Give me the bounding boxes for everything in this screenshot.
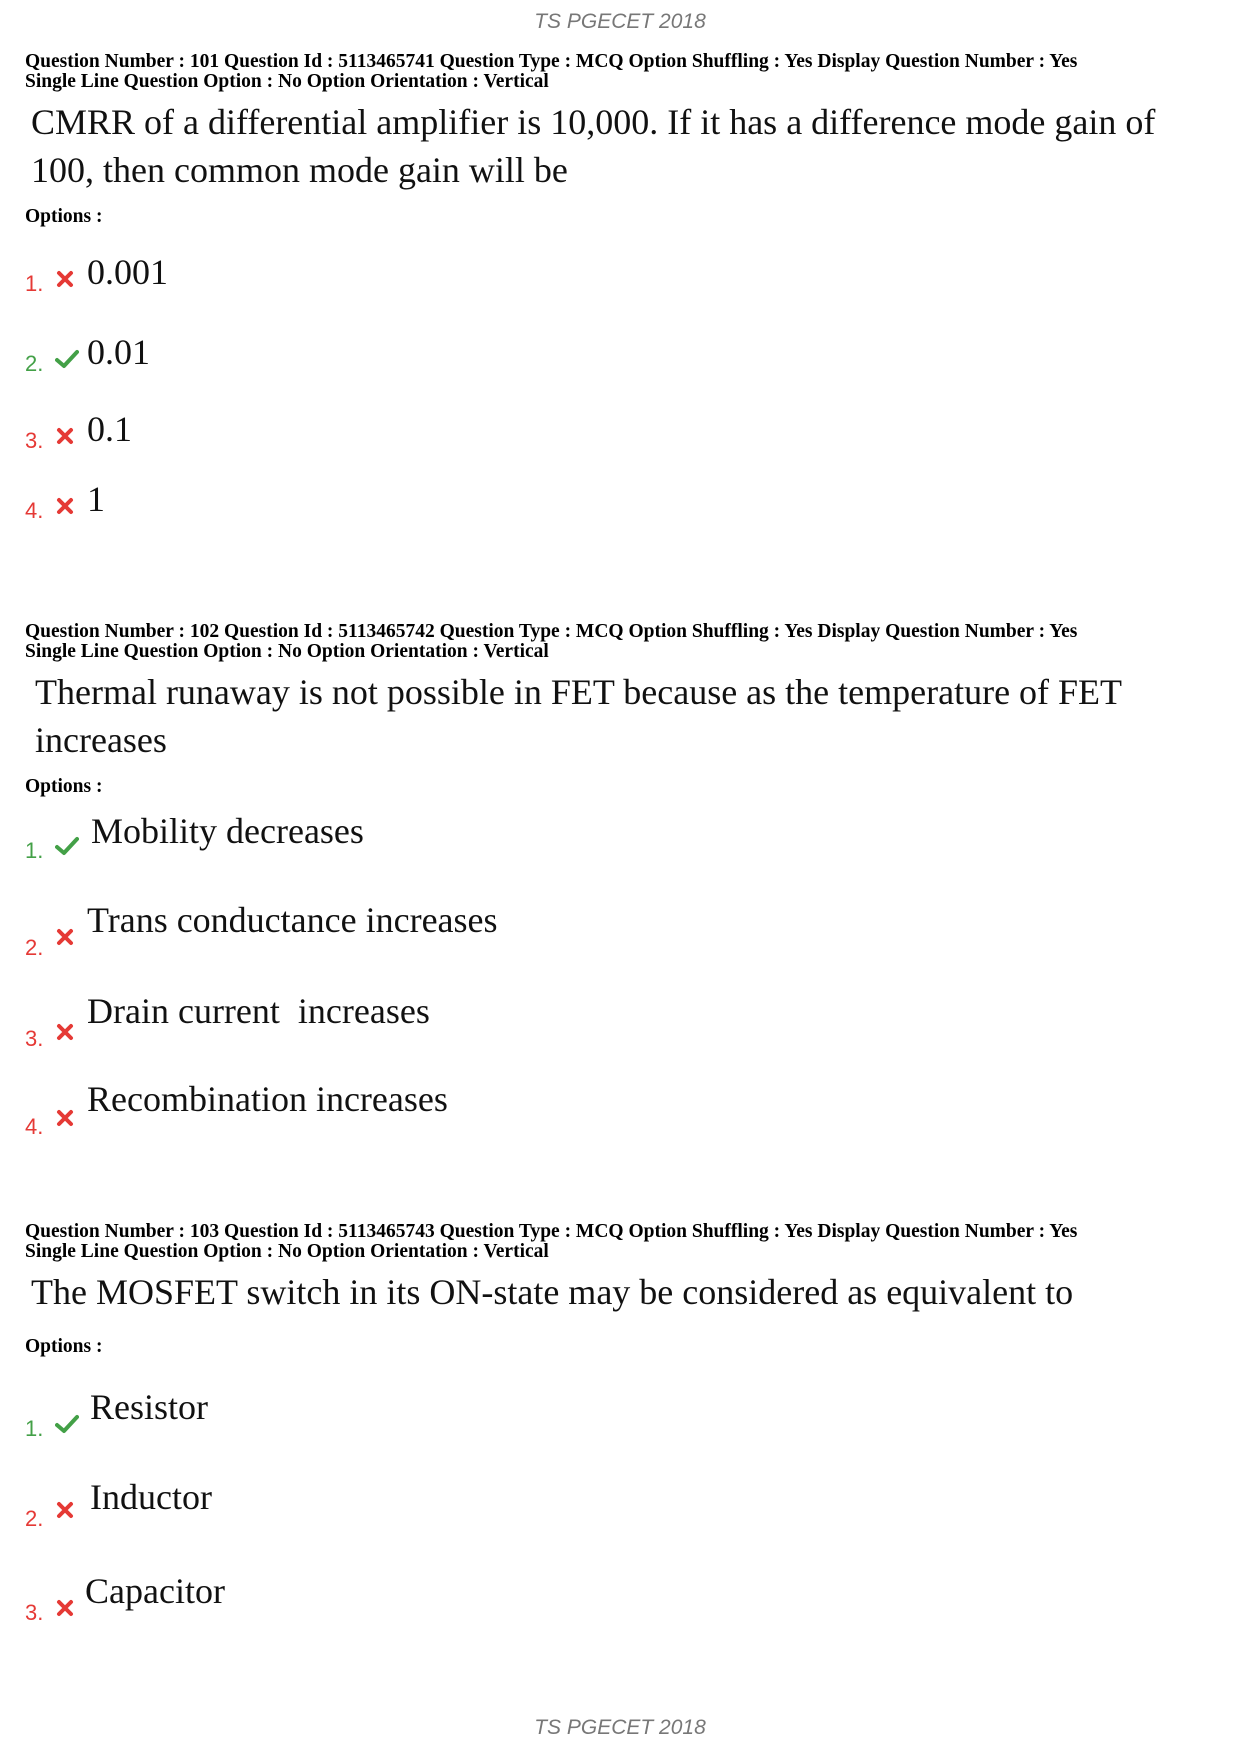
option-number: 2. (25, 935, 44, 960)
cross-icon (55, 1022, 75, 1042)
cross-icon (55, 496, 75, 516)
option-number: 3. (25, 1600, 44, 1625)
option-text: Mobility decreases (91, 811, 364, 851)
option-text: Capacitor (85, 1571, 225, 1611)
option-item (25, 811, 925, 882)
option-number: 2. (25, 351, 44, 376)
option-text: Recombination increases (87, 1079, 448, 1119)
option-item (25, 1079, 925, 1158)
check-icon (55, 1414, 79, 1434)
option-text: 1 (87, 479, 105, 519)
option-number: 2. (25, 1506, 44, 1531)
cross-icon (55, 426, 75, 446)
option-text: Trans conductance increases (87, 900, 498, 940)
question-101 (25, 51, 1225, 523)
question-text: The MOSFET switch in its ON-state may be considered as equivalent to (31, 1272, 1074, 1312)
option-number: 4. (25, 498, 44, 523)
check-icon (55, 349, 79, 369)
option-text: Inductor (90, 1477, 212, 1517)
cross-icon (55, 1598, 75, 1618)
options-label: Options : (25, 1336, 103, 1357)
options-label: Options : (25, 206, 103, 227)
option-text: Drain current increases (87, 991, 430, 1031)
question-meta-line1: Question Number : 101 Question Id : 5113465741 Question Type : MCQ Option Shuffling : Yes Display Question Number : Yes (25, 51, 1078, 72)
options-label: Options : (25, 776, 103, 797)
option-item (25, 252, 925, 317)
option-item (25, 1387, 925, 1460)
question-103 (25, 1221, 1225, 1625)
check-icon (55, 836, 79, 856)
page-footer: TS PGECET 2018 (534, 1716, 706, 1739)
option-number: 1. (25, 838, 44, 863)
option-text: 0.1 (87, 409, 132, 449)
option-item (25, 1477, 925, 1550)
page-header: TS PGECET 2018 (534, 10, 706, 33)
question-meta-line1: Question Number : 103 Question Id : 5113465743 Question Type : MCQ Option Shuffling : Yes Display Question Number : Yes (25, 1221, 1078, 1242)
question-meta-line2: Single Line Question Option : No Option Orientation : Vertical (25, 641, 549, 662)
option-number: 1. (25, 271, 44, 296)
option-number: 1. (25, 1416, 44, 1441)
option-item (25, 479, 925, 544)
option-item (25, 1571, 925, 1644)
option-item (25, 991, 925, 1070)
question-text: Thermal runaway is not possible in FET because as the temperature of FET increases (35, 672, 1122, 760)
cross-icon (55, 269, 75, 289)
question-meta-line1: Question Number : 102 Question Id : 5113465742 Question Type : MCQ Option Shuffling : Yes Display Question Number : Yes (25, 621, 1078, 642)
option-number: 4. (25, 1114, 44, 1139)
option-item (25, 409, 925, 474)
cross-icon (55, 1108, 75, 1128)
option-number: 3. (25, 428, 44, 453)
option-number: 3. (25, 1026, 44, 1051)
question-meta-line2: Single Line Question Option : No Option Orientation : Vertical (25, 1241, 549, 1262)
question-meta-line2: Single Line Question Option : No Option Orientation : Vertical (25, 71, 549, 92)
option-text: 0.01 (87, 332, 150, 372)
cross-icon (55, 1500, 75, 1520)
question-text: CMRR of a differential amplifier is 10,000. If it has a difference mode gain of 100, then common mode gain will be (31, 102, 1156, 190)
option-item (25, 900, 925, 979)
option-item (25, 332, 925, 397)
option-text: 0.001 (87, 252, 168, 292)
question-102 (25, 621, 1225, 1139)
option-text: Resistor (90, 1387, 209, 1427)
cross-icon (55, 927, 75, 947)
